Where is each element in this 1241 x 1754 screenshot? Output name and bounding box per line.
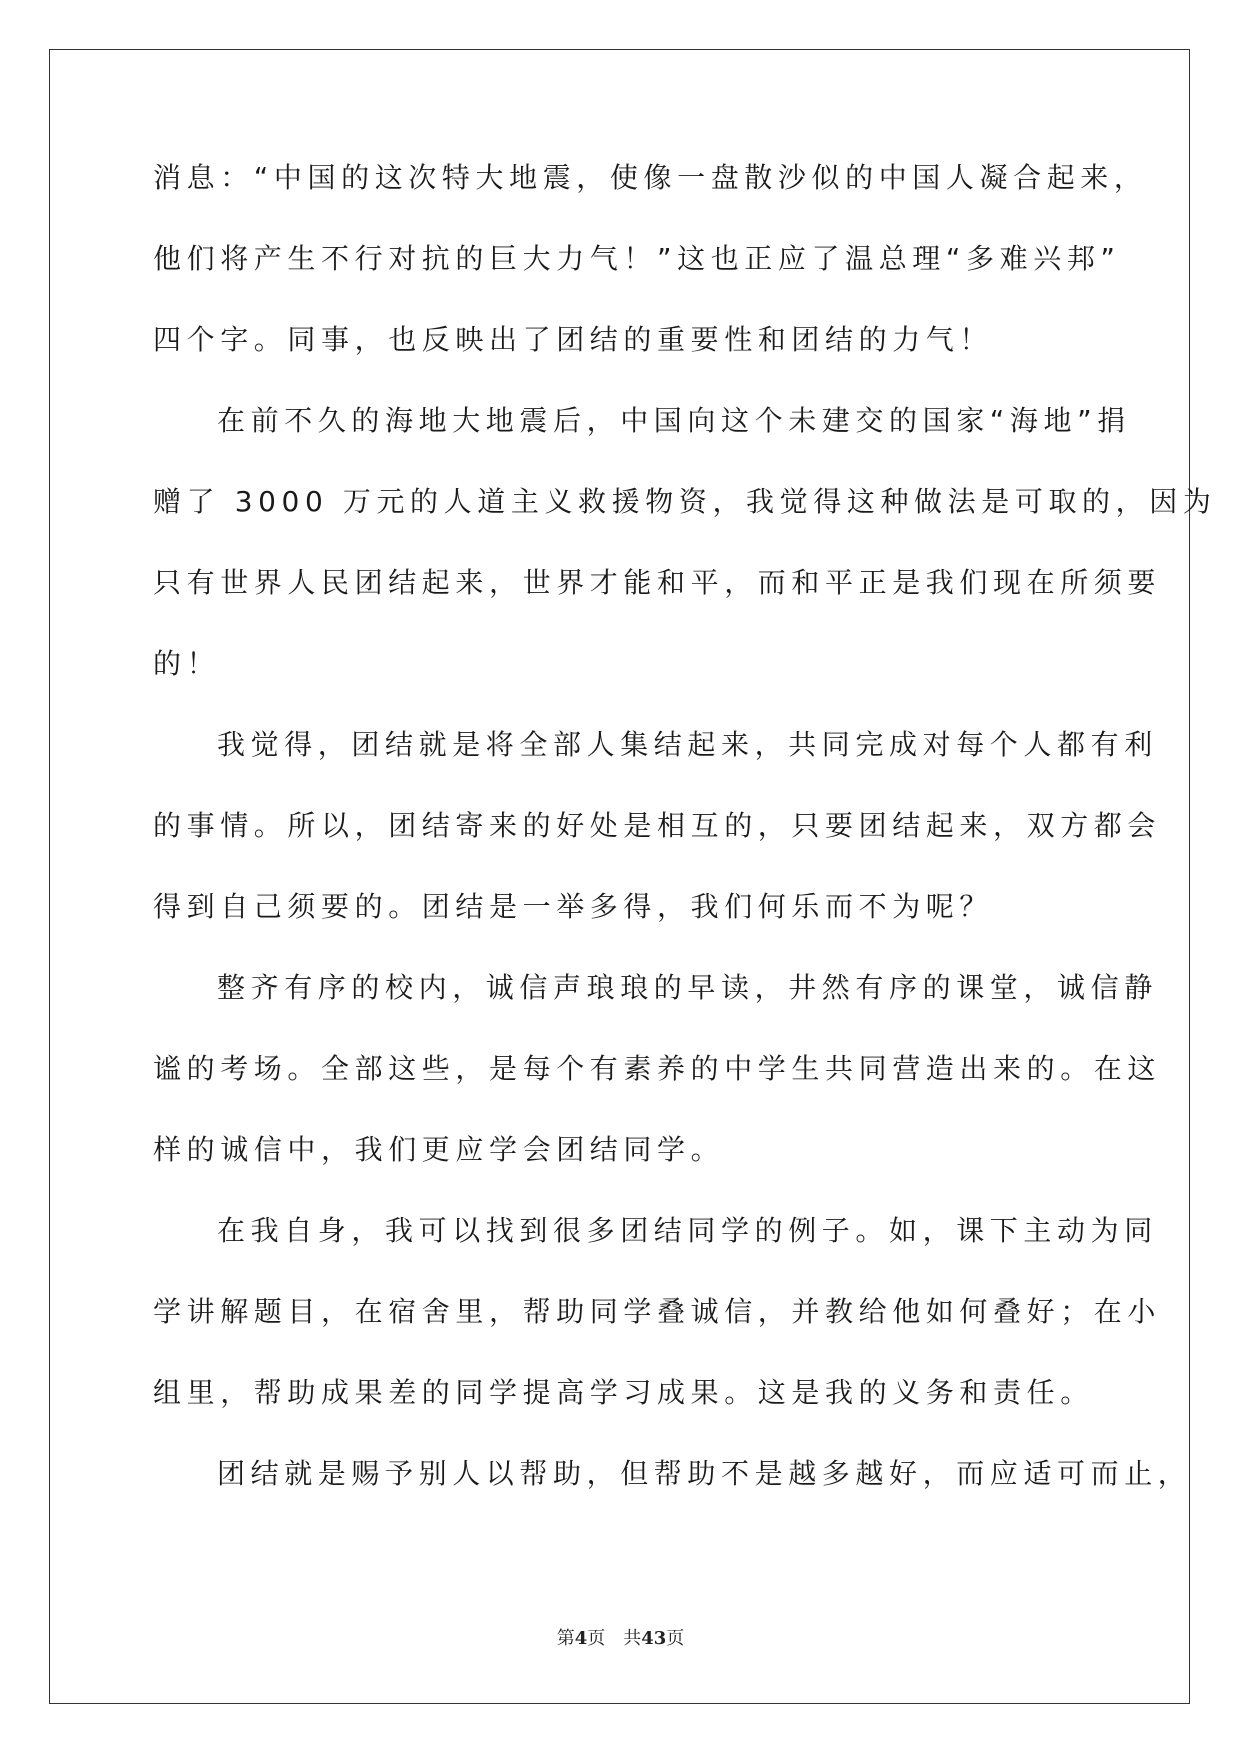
text-line: 的！ [153,647,221,680]
total-label-suffix: 页 [666,1628,685,1649]
text-line: 在我自身，我可以找到很多团结同学的例子。如，课下主动为同 [217,1214,1158,1247]
text-line: 赠了 3000 万元的人道主义救援物资，我觉得这种做法是可取的，因为 [153,485,1217,518]
total-page-count: 43 [641,1628,667,1649]
text-line: 他们将产生不行对抗的巨大力气！”这也正应了温总理“多难兴邦” [153,242,1121,275]
document-body [153,160,1217,1537]
text-line: 团结就是赐予别人以帮助，但帮助不是越多越好，而应适可而止， [217,1457,1192,1490]
text-line: 得到自己须要的。团结是一举多得，我们何乐而不为呢？ [153,890,994,923]
text-line: 在前不久的海地大地震后，中国向这个未建交的国家“海地”捐 [217,404,1131,437]
page-label-prefix: 第 [556,1628,575,1649]
page-footer [0,1624,1241,1650]
total-label-prefix: 共 [623,1628,642,1649]
text-line: 组里，帮助成果差的同学提高学习成果。这是我的义务和责任。 [153,1376,1094,1409]
text-line: 我觉得，团结就是将全部人集结起来，共同完成对每个人都有利 [217,728,1158,761]
text-line: 四个字。同事，也反映出了团结的重要性和团结的力气！ [153,323,994,356]
text-line: 学讲解题目，在宿舍里，帮助同学叠诚信，并教给他如何叠好；在小 [153,1295,1162,1328]
text-line: 的事情。所以，团结寄来的好处是相互的，只要团结起来，双方都会 [153,809,1162,842]
text-line: 只有世界人民团结起来，世界才能和平，而和平正是我们现在所须要 [153,566,1162,599]
text-line: 消息：“中国的这次特大地震，使像一盘散沙似的中国人凝合起来， [153,161,1148,194]
text-line: 整齐有序的校内，诚信声琅琅的早读，井然有序的课堂，诚信静 [217,971,1158,1004]
text-line: 样的诚信中，我们更应学会团结同学。 [153,1133,725,1166]
page-label-suffix: 页 [587,1628,606,1649]
current-page-number: 4 [574,1628,588,1649]
text-line: 谧的考场。全部这些，是每个有素养的中学生共同营造出来的。在这 [153,1052,1162,1085]
